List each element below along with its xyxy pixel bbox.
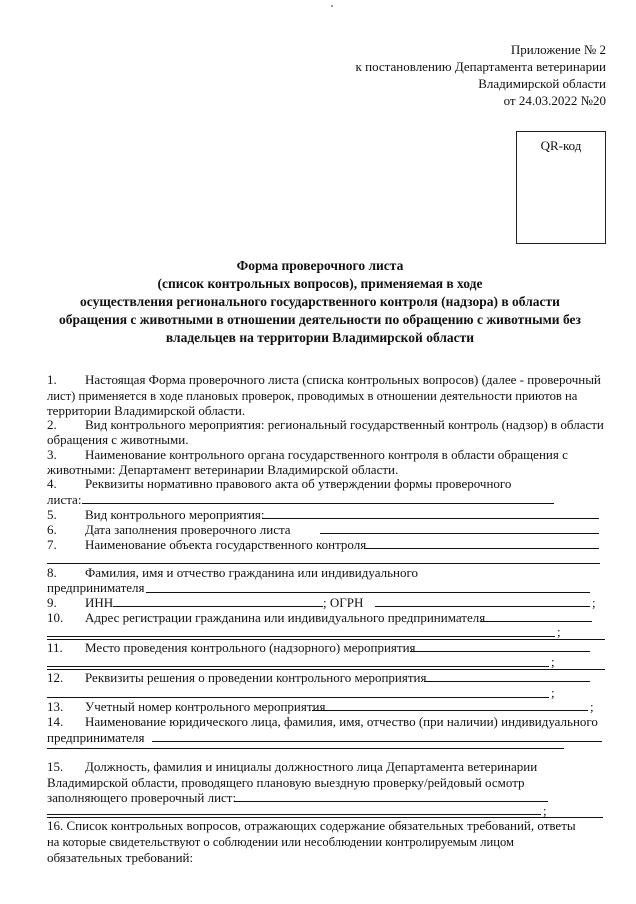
title-line: (список контрольных вопросов), применяемая в ходе (157, 276, 483, 291)
inn-label: ИНН (85, 595, 114, 610)
item-number: 5. (47, 507, 57, 522)
item-end: ; (590, 699, 594, 714)
fill-line[interactable] (47, 563, 600, 564)
fill-line[interactable] (47, 636, 555, 637)
item-text: на которые свидетельствуют о соблюдении или несоблюдении контролируемым лицом (47, 835, 515, 849)
item-number: 3. (47, 447, 57, 462)
item-end: ; (551, 654, 555, 669)
item-text: Наименование объекта государственного контроля (85, 537, 367, 552)
item-text: животными: Департамент ветеринарии Владимирской области. (47, 462, 399, 477)
item-text: территории Владимирской области. (47, 403, 246, 418)
fill-line[interactable] (234, 801, 548, 802)
fill-line[interactable] (47, 748, 564, 749)
item-end: ; (557, 624, 561, 639)
fill-line[interactable] (480, 621, 592, 622)
fill-line[interactable] (82, 503, 554, 504)
item-number: 10. (47, 610, 64, 625)
scan-speck (331, 5, 333, 7)
fill-line[interactable] (152, 741, 602, 742)
title-line: владельцев на территории Владимирской области (165, 330, 475, 345)
item-number: 6. (47, 522, 57, 537)
item-text: обязательных требований: (47, 850, 194, 865)
fill-line[interactable] (364, 548, 599, 549)
item-text: Наименование контрольного органа государственного контроля в области обращения с (85, 447, 568, 462)
appendix-resolution: к постановлению Департамента ветеринарии (355, 59, 606, 74)
fill-line[interactable] (262, 518, 599, 519)
item-text: обращения с животными. (47, 432, 189, 447)
item-number: 1. (47, 372, 57, 387)
item-text: Наименование юридического лица, фамилия, имя, отчество (при наличии) индивидуального (85, 714, 598, 729)
item-end: ; (551, 685, 555, 700)
appendix-region: Владимирской области (478, 76, 606, 91)
item-number: 7. (47, 537, 57, 552)
item-text: Дата заполнения проверочного листа (85, 522, 291, 537)
item-number: 9. (47, 595, 57, 610)
item-text: Настоящая Форма проверочного листа (списка контрольных вопросов) (далее - проверочный (85, 372, 601, 387)
fill-line[interactable] (47, 666, 549, 667)
item-text: предпринимателя (47, 580, 145, 595)
item-text: Вид контрольного мероприятия: (85, 507, 265, 522)
item-number: 15. (47, 759, 64, 774)
item-text: Реквизиты решения о проведении контрольного мероприятия (85, 670, 427, 685)
fill-line[interactable] (312, 710, 588, 711)
item-text: Место проведения контрольного (надзорного) мероприятия (85, 640, 416, 655)
item-text: Реквизиты нормативно правового акта об утверждении формы проверочного (85, 476, 512, 491)
title-line: обращения с животными в отношении деятельности по обращению с животными без (59, 312, 581, 327)
item-text: 16. Список контрольных вопросов, отражающих содержание обязательных требований, ответы (47, 818, 576, 833)
appendix-date: от 24.03.2022 №20 (503, 93, 606, 108)
form-title (40, 257, 600, 347)
item-number: 13. (47, 699, 64, 714)
item-text: Вид контрольного мероприятия: региональный государственный контроль (надзор) в области (85, 417, 604, 432)
item-text: Фамилия, имя и отчество гражданина или индивидуального (85, 565, 418, 580)
qr-code-box (516, 131, 606, 244)
item-text: Владимирской области, проводящего плановую выездную проверку/рейдовый осмотр (47, 775, 525, 790)
qr-code-label: QR-код (540, 138, 582, 153)
item-text: Учетный номер контрольного мероприятия (85, 699, 326, 714)
fill-line[interactable] (47, 814, 541, 815)
appendix-header (356, 41, 606, 109)
appendix-number: Приложение № 2 (510, 42, 606, 57)
ogrn-label: ; ОГРН (323, 595, 364, 610)
item-number: 2. (47, 417, 57, 432)
fill-line[interactable] (410, 651, 590, 652)
item-text: лист) применяется в ходе плановых проверок, проводимых в отношении деятельности приютов на (47, 389, 578, 403)
fill-line[interactable] (146, 592, 590, 593)
item-text: заполняющего проверочный лист: (47, 790, 237, 805)
item-text: листа: (47, 492, 82, 507)
fill-line[interactable] (47, 697, 549, 698)
item-text: предпринимателя (47, 730, 145, 745)
item-number: 12. (47, 670, 64, 685)
item-number: 11. (47, 640, 63, 655)
item-number: 8. (47, 565, 57, 580)
item-number: 14. (47, 714, 64, 729)
title-line: Форма проверочного листа (236, 258, 404, 273)
ogrn-field[interactable] (375, 606, 590, 607)
inn-field[interactable] (113, 606, 323, 607)
item-end: ; (543, 803, 547, 818)
item-text: Адрес регистрации гражданина или индивидуального предпринимателя (85, 610, 486, 625)
fill-line[interactable] (424, 681, 590, 682)
item-number: 4. (47, 476, 57, 491)
item-end: ; (592, 595, 596, 610)
fill-line[interactable] (320, 533, 599, 534)
item-text: Должность, фамилия и инициалы должностного лица Департамента ветеринарии (85, 759, 538, 774)
title-line: осуществления регионального государственного контроля (надзора) в области (80, 294, 560, 309)
